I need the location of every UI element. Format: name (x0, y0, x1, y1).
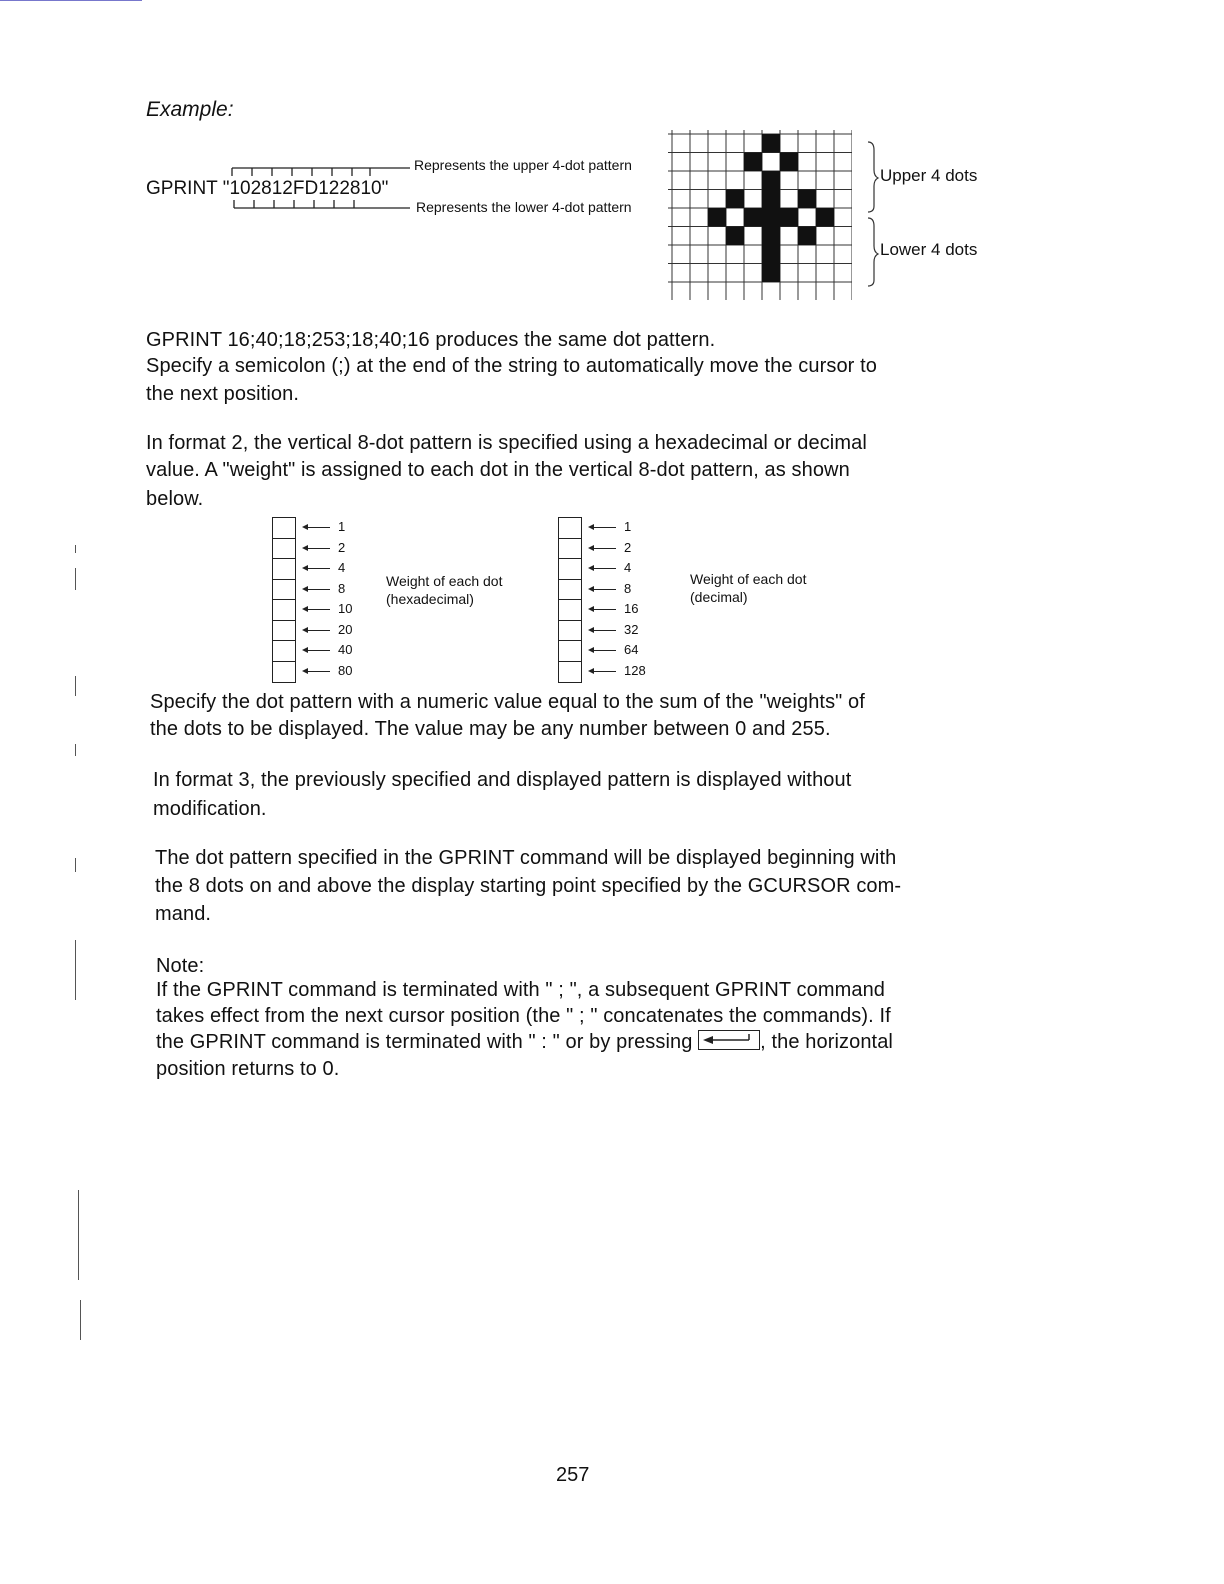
arrow-line (592, 527, 616, 528)
note-text-line2: takes effect from the next cursor position (the " ; " concatenates the commands). If (156, 1005, 891, 1027)
arrow-line (592, 568, 616, 569)
arrow-line (306, 630, 330, 631)
dot-on (708, 208, 726, 227)
start-point-text-line2: the 8 dots on and above the display starting point specified by the GCURSOR com- (155, 875, 902, 897)
weight-dot-box (272, 558, 296, 581)
arrow-line (592, 589, 616, 590)
margin-artifact (80, 1300, 81, 1340)
sum-text-line1: Specify the dot pattern with a numeric value equal to the sum of the "weights" of (150, 691, 865, 713)
weight-dot-box (558, 640, 582, 663)
weight-dot-box (558, 579, 582, 602)
margin-artifact (75, 568, 76, 590)
start-point-text-line1: The dot pattern specified in the GPRINT command will be displayed beginning with (155, 847, 897, 869)
lower-4-dots-label: Lower 4 dots (880, 240, 978, 259)
dot-on (798, 227, 816, 246)
arrow-line (592, 650, 616, 651)
format2-text-line1: In format 2, the vertical 8-dot pattern is specified using a hexadecimal or decimal (146, 432, 867, 454)
semicolon-text-line2: the next position. (146, 383, 300, 405)
example-heading: Example: (146, 98, 234, 121)
margin-artifact (75, 940, 76, 1000)
dot-on (798, 190, 816, 209)
format3-text-line2: modification. (153, 798, 267, 820)
enter-key-icon (698, 1030, 760, 1050)
dec-weight-caption-line2: (decimal) (690, 589, 748, 605)
note-text-line4: position returns to 0. (156, 1058, 340, 1080)
weight-value: 20 (338, 621, 353, 637)
weight-dot-box (272, 517, 296, 540)
arrow-line (306, 527, 330, 528)
weight-value: 1 (624, 519, 632, 535)
note-text-line3 (156, 1028, 893, 1056)
weight-value: 80 (338, 662, 353, 678)
dot-grid-svg (668, 130, 852, 300)
weight-dot-box (272, 538, 296, 561)
gprint-example-command: GPRINT "102812FD122810" (146, 178, 389, 199)
dot-on (780, 208, 798, 227)
weight-value: 2 (338, 539, 346, 555)
weight-value: 40 (338, 642, 353, 658)
note-heading: Note: (156, 955, 205, 977)
weight-value: 128 (624, 662, 646, 678)
note-text-line3-start: the GPRINT command is terminated with " : " or by pressing (156, 1031, 693, 1053)
bottom-rule (0, 0, 142, 1)
weight-value: 32 (624, 621, 639, 637)
arrow-line (592, 548, 616, 549)
dot-on (762, 208, 780, 227)
margin-artifact (75, 858, 76, 872)
weight-value: 4 (624, 560, 632, 576)
arrow-line (592, 630, 616, 631)
start-point-text-line3: mand. (155, 903, 212, 925)
dot-on (726, 227, 744, 246)
weight-value: 1 (338, 519, 346, 535)
margin-artifact (75, 545, 76, 553)
arrow-line (306, 589, 330, 590)
arrow-line (306, 671, 330, 672)
hex-weight-caption-line1: Weight of each dot (386, 573, 503, 589)
weight-dot-box (272, 640, 296, 663)
upper-pattern-caption: Represents the upper 4-dot pattern (414, 157, 632, 173)
format2-text-line3: below. (146, 488, 204, 510)
weight-dot-box (558, 599, 582, 622)
dot-on (744, 208, 762, 227)
weight-dot-box (272, 599, 296, 622)
arrow-line (306, 548, 330, 549)
margin-artifact (78, 1190, 79, 1280)
same-pattern-text: GPRINT 16;40;18;253;18;40;16 produces the same dot pattern. (146, 329, 716, 351)
weight-value: 64 (624, 642, 639, 658)
weight-dot-box (558, 661, 582, 684)
arrow-line (592, 671, 616, 672)
dot-on (762, 171, 780, 190)
dot-on (744, 153, 762, 172)
upper-lower-braces (862, 140, 882, 290)
hex-weight-diagram (270, 515, 380, 685)
dot-on (762, 190, 780, 209)
dot-on (780, 153, 798, 172)
arrow-line (306, 568, 330, 569)
weight-value: 16 (624, 601, 639, 617)
dot-on (762, 264, 780, 283)
weight-dot-box (558, 620, 582, 643)
sum-text-line2: the dots to be displayed. The value may be any number between 0 and 255. (150, 718, 831, 740)
dot-on (762, 134, 780, 153)
weight-dot-box (272, 579, 296, 602)
weight-dot-box (558, 517, 582, 540)
dot-pattern-grid (668, 130, 852, 300)
arrow-line (592, 609, 616, 610)
note-text-line1: If the GPRINT command is terminated with " ; ", a subsequent GPRINT command (156, 979, 886, 1001)
page-number: 257 (556, 1464, 590, 1486)
note-text-line3-end: , the horizontal (760, 1031, 893, 1053)
dot-on (762, 227, 780, 246)
margin-artifact (75, 676, 76, 696)
dot-on (726, 190, 744, 209)
arrow-line (306, 650, 330, 651)
weight-value: 8 (338, 580, 346, 596)
weight-dot-box (558, 558, 582, 581)
weight-value: 4 (338, 560, 346, 576)
lower-pattern-caption: Represents the lower 4-dot pattern (416, 199, 632, 215)
dec-weight-diagram (556, 515, 666, 685)
format3-text-line1: In format 3, the previously specified and displayed pattern is displayed without (153, 769, 852, 791)
format2-text-line2: value. A "weight" is assigned to each dot in the vertical 8-dot pattern, as shown (146, 459, 850, 481)
margin-artifact (75, 744, 76, 756)
command-bracket-lines (230, 158, 420, 218)
weight-value: 8 (624, 580, 632, 596)
arrow-line (306, 609, 330, 610)
hex-weight-caption-line2: (hexadecimal) (386, 591, 474, 607)
upper-4-dots-label: Upper 4 dots (880, 166, 978, 185)
weight-dot-box (272, 661, 296, 684)
dot-on (816, 208, 834, 227)
weight-dot-box (272, 620, 296, 643)
weight-value: 10 (338, 601, 353, 617)
weight-dot-box (558, 538, 582, 561)
weight-value: 2 (624, 539, 632, 555)
dot-on (762, 245, 780, 264)
dec-weight-caption-line1: Weight of each dot (690, 571, 807, 587)
semicolon-text-line1: Specify a semicolon (;) at the end of the string to automatically move the cursor to (146, 355, 877, 377)
